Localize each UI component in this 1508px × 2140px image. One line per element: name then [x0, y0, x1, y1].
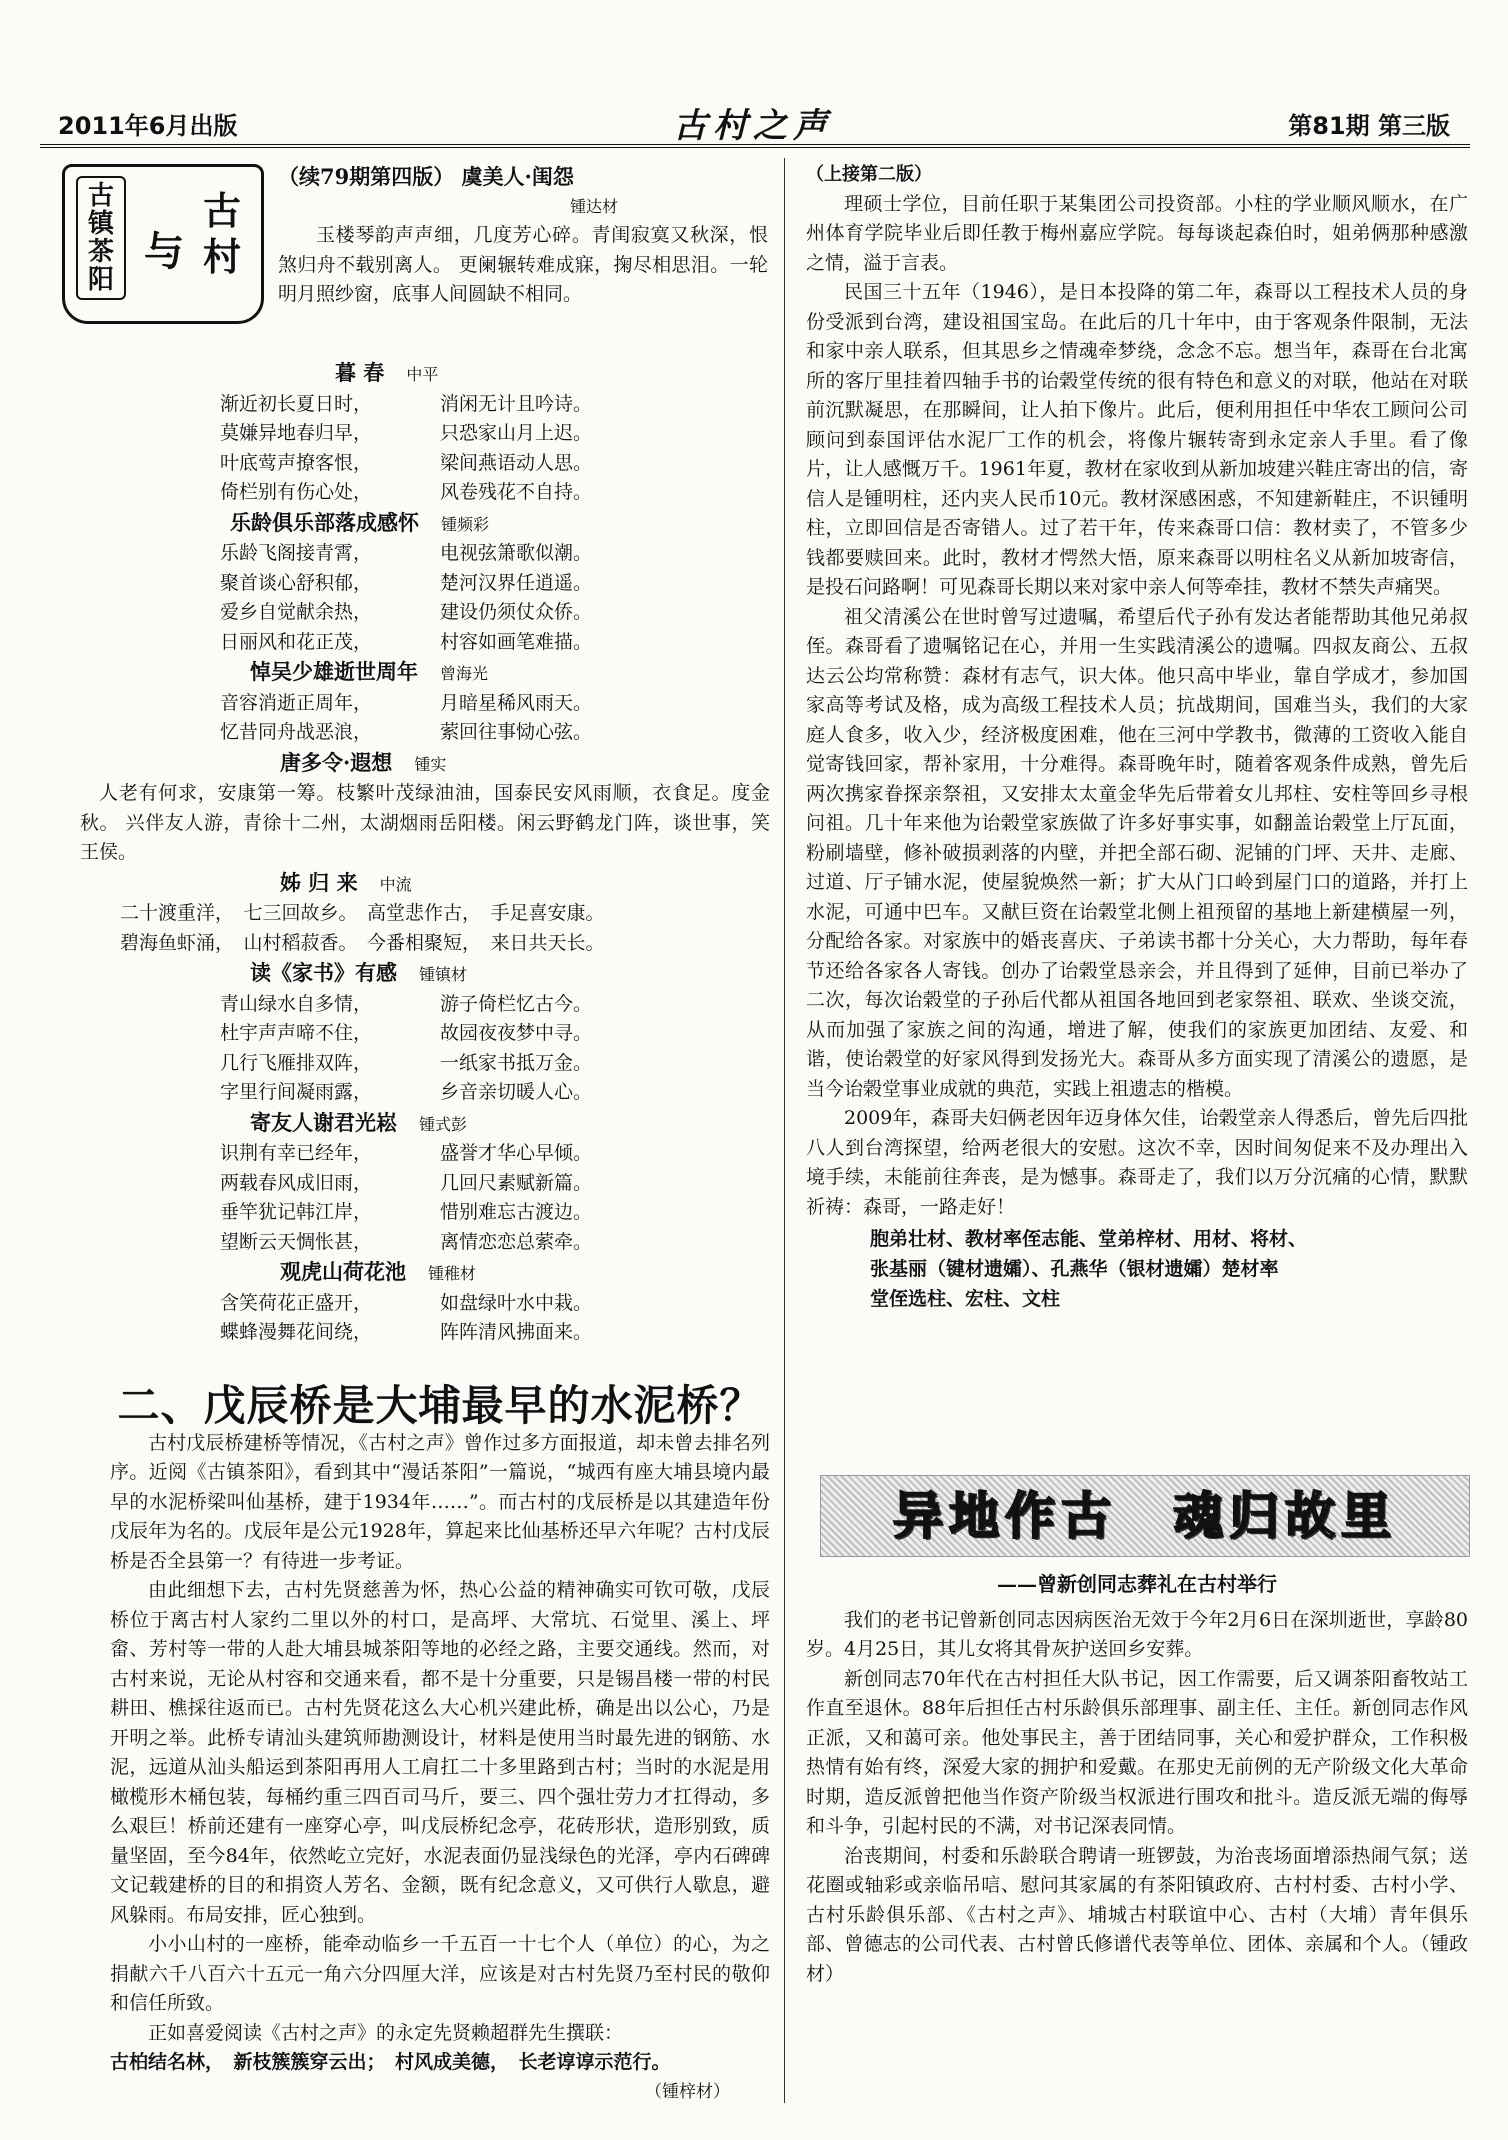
poem-half-line: 字里行间凝雨露，	[220, 1081, 373, 1103]
paragraph: 新创同志70年代在古村担任大队书记，因工作需要，后又调茶阳畜牧站工作直至退休。88年后担任古村乐龄俱乐部理事、副主任、主任。新创同志作风正派，又和蔼可亲。他处事民主，善于团结同事，关心和爱护群众，工作积极热情有始有终，深爱大家的拥护和爱戴。在那史无前例的无产阶级文化大革命时期，造反派曾把他当作资产阶级当权派进行围攻和批斗。造反派无端的侮辱和斗争，引起村民的不满，对书记深表同情。	[806, 1667, 1468, 1837]
poem-line	[220, 1228, 770, 1258]
poem-half-line: 建设仍须仗众侨。	[440, 601, 593, 623]
header-rule	[40, 144, 1470, 148]
poem6	[220, 990, 770, 1108]
poem5	[80, 899, 770, 958]
poem-half-line: 倚栏别有伤心处，	[220, 481, 373, 503]
poem-line	[220, 569, 770, 599]
poem-half-line: 望断云天惆怅甚，	[220, 1230, 373, 1253]
poem8-title: 观虎山荷花池 锺稚材	[280, 1259, 477, 1284]
poem8	[220, 1289, 770, 1348]
yumeiren-block	[278, 162, 768, 310]
poem-half-line: 乡音亲切暖人心。	[440, 1081, 593, 1103]
paragraph: 堂侄选柱、宏柱、文柱	[870, 1288, 1061, 1310]
poem-half-line: 风卷残花不自持。	[440, 481, 593, 503]
poem-half-line: 叶底莺声撩客恨，	[220, 451, 373, 474]
poem7	[220, 1139, 770, 1257]
poem-half-line: 识荆有幸已经年，	[220, 1142, 373, 1164]
bridge-article	[110, 1381, 770, 2107]
poem2	[220, 539, 770, 657]
poem4-title: 唐多令·遐想 锺实	[280, 749, 447, 775]
poem-line	[220, 1078, 770, 1108]
poem1	[220, 390, 770, 508]
poem5-title: 姊 归 来 中流	[280, 869, 412, 895]
poem-half-line: 杜宇声声啼不住，	[220, 1022, 373, 1044]
poem3-title: 悼吴少雄逝世周年 曾海光	[250, 659, 489, 684]
column-logo-book-icon	[62, 164, 264, 324]
poem-half-line: 离情恋恋总萦牵。	[440, 1230, 593, 1253]
poem-half-line: 莫嫌异地春归早，	[220, 422, 373, 444]
poem2-title: 乐龄俱乐部落成感怀 锺频彩	[230, 509, 490, 535]
poem-half-line: 青山绿水自多情，	[220, 992, 373, 1015]
poem-half-line: 爱乡自觉献余热，	[220, 601, 373, 623]
poem-line	[220, 539, 770, 569]
poem-half-line: 一纸家书抵万金。	[440, 1051, 593, 1074]
paragraph: 理硕士学位，目前任职于某集团公司投资部。小柱的学业顺风顺水，在广州体育学院毕业后即任教于梅州嘉应学院。每每谈起森伯时，姐弟俩那种感激之情，溢于言表。	[806, 192, 1468, 274]
poem-line	[220, 628, 770, 658]
paragraph: 碧海鱼虾涌， 山村稻菽香。 今番相聚短， 来日共天长。	[120, 931, 605, 954]
poem-line	[220, 449, 770, 479]
poem-half-line: 垂竿犹记韩江岸，	[220, 1201, 373, 1223]
couplet: 古柏结名林， 新枝簇簇穿云出； 村风成美德， 长老谆谆示范行。	[110, 2051, 671, 2073]
poem-line	[220, 1049, 770, 1079]
publish-date: 2011年6月出版	[58, 112, 238, 140]
paragraph: 张基丽（键材遗孀）、孔燕华（银材遗孀）楚材率	[870, 1258, 1279, 1280]
poem-line	[220, 390, 770, 420]
poem-half-line: 月暗星稀风雨天。	[440, 691, 593, 714]
paragraph: 治丧期间，村委和乐龄联合聘请一班锣鼓，为治丧场面增添热闹气氛；送花圈或轴彩或亲临吊唁、慰问其家属的有茶阳镇政府、古村村委、古村小学、古村乐龄俱乐部、《古村之声》、埔城古村联谊中心、古村（大埔）青年俱乐部、曾德志的公司代表、古村曾氏修谱代表等单位、团体、亲属和个人。（锺政材）	[806, 1844, 1468, 1985]
poem-line	[220, 478, 770, 508]
paragraph: 正如喜爱阅读《古村之声》的永定先贤赖超群先生撰联：	[148, 2021, 624, 2044]
poem-half-line: 消闲无计且吟诗。	[440, 392, 593, 415]
poem-half-line: 如盘绿叶水中栽。	[440, 1291, 593, 1314]
poem-half-line: 几回尺素赋新篇。	[440, 1171, 593, 1194]
yumeiren-title: （续79期第四版） 虞美人·闺怨	[278, 164, 574, 189]
poem-half-line: 蝶蜂漫舞花间绕，	[220, 1321, 373, 1343]
poem-half-line: 渐近初长夏日时，	[220, 392, 373, 415]
poem-line	[220, 1289, 770, 1319]
paragraph: 古村戊辰桥建桥等情况，《古村之声》曾作过多方面报道，却未曾去排名列序。近阅《古镇茶阳》，看到其中“漫话茶阳”一篇说，“城西有座大埔县境内最早的水泥桥梁叫仙基桥，建于1934年……”。而古村的戊辰桥是以其建造年份戊辰年为名的。戊辰年是公元1928年，算起来比仙基桥还早六年呢？古村戊辰桥是否全县第一？有待进一步考证。	[110, 1431, 770, 1572]
poem7-title: 寄友人谢君光崧 锺式彭	[250, 1109, 468, 1135]
poem-half-line: 楚河汉界任逍遥。	[440, 571, 593, 594]
funeral-article	[806, 1570, 1468, 1989]
bridge-article-author: （锺梓材）	[645, 2081, 730, 2102]
funeral-subtitle: ——曾新创同志葬礼在古村举行	[997, 1572, 1277, 1596]
paragraph: 小小山村的一座桥，能牵动临乡一千五百一十七个人（单位）的心，为之捐献六千八百六十五元一角六分四厘大洋，应该是对古村先贤乃至村民的敬仰和信任所致。	[110, 1933, 770, 2014]
poem-half-line: 聚首谈心舒积郁，	[220, 571, 373, 594]
poem-half-line: 故园夜夜梦中寻。	[440, 1022, 593, 1044]
poem-half-line: 只恐家山月上迟。	[440, 422, 593, 444]
poem-half-line: 惜别难忘古渡边。	[440, 1201, 593, 1223]
poem6-title: 读《家书》有感 锺镇材	[250, 960, 468, 985]
poem-line	[220, 598, 770, 628]
logo-right-text: 古村	[202, 188, 241, 279]
poem-half-line: 盛誉才华心早倾。	[440, 1142, 593, 1164]
yumeiren-author: 锺达材	[569, 196, 618, 216]
poem-line	[220, 1169, 770, 1199]
poem-half-line: 几行飞雁排双阵，	[220, 1051, 373, 1074]
poem-half-line: 忆昔同舟战恶浪，	[220, 721, 373, 743]
poem3	[220, 689, 770, 748]
poem-half-line: 梁间燕语动人思。	[440, 451, 593, 474]
paragraph: 胞弟壮材、教材率侄志能、堂弟梓材、用材、将材、	[870, 1228, 1308, 1250]
poem-half-line: 游子倚栏忆古今。	[440, 992, 593, 1015]
poem-half-line: 含笑荷花正盛开，	[220, 1291, 373, 1314]
page-header	[38, 100, 1470, 144]
poem-line	[220, 990, 770, 1020]
poem-line	[220, 1019, 770, 1049]
poem-half-line: 音容消逝正周年，	[220, 691, 373, 714]
poem-line	[220, 419, 770, 449]
poem-line	[220, 1139, 770, 1169]
yumeiren-text: 玉楼琴韵声声细，几度芳心碎。青闺寂寞又秋深，恨煞归舟不载别离人。 更阑辗转难成寐，掬尽相思泪。一轮明月照纱窗，底事人间圆缺不相同。	[278, 224, 768, 305]
poem-half-line: 村容如画笔难描。	[440, 630, 593, 653]
logo-left-text: 古镇茶阳	[76, 176, 126, 300]
poem-line	[220, 689, 770, 719]
poem-half-line: 电视弦箫歌似潮。	[440, 542, 593, 564]
bridge-article-body	[110, 1429, 770, 2049]
poem-half-line: 日丽风和花正茂，	[220, 630, 373, 653]
newspaper-title: 古村之声	[673, 106, 833, 146]
paragraph: 我们的老书记曾新创同志因病医治无效于今年2月6日在深圳逝世，享龄80岁。4月25日，其儿女将其骨灰护送回乡安葬。	[806, 1608, 1468, 1660]
poem-half-line: 两载春风成旧雨，	[220, 1171, 373, 1194]
funeral-article-body	[806, 1606, 1468, 1990]
poem-line	[220, 718, 770, 748]
poem-line	[220, 1318, 770, 1348]
poem1-title: 暮 春 中平	[335, 360, 439, 385]
column-divider	[784, 158, 785, 2103]
paragraph: 祖父清溪公在世时曾写过遗嘱，希望后代子孙有发达者能帮助其他兄弟叔侄。森哥看了遗嘱铭记在心，并用一生实践清溪公的遗嘱。四叔友商公、五叔达云公均常称赞：森材有志气，识大体。他只高中毕业，靠自学成才，参加国家高等考试及格，成为高级工程技术人员；抗战期间，国难当头，我们的大家庭人食多，收入少，经济极度困难，他在三河中学教书，微薄的工资收入能自觉寄钱回家，帮补家用，十分难得。森哥晚年时，随着客观条件成熟，曾先后两次携家眷探亲祭祖，又安排太太童金华先后带着女儿邦柱、安柱等回乡寻根问祖。几十年来他为诒榖堂家族做了许多好事实事，如翻盖诒榖堂上厅瓦面，粉刷墙壁，修补破损剥落的内壁，并把全部石砌、泥铺的门坪、天井、走廊、过道、厅子铺水泥，使屋貌焕然一新；扩大从门口岭到屋门口的道路，并打上水泥，可通中巴车。又献巨资在诒榖堂北侧上祖预留的基地上新建横屋一列，分配给各家。对家族中的婚丧喜庆、子弟读书都十分关心，大力帮助，每年春节还给各家各人寄钱。创办了诒榖堂恳亲会，并且得到了延伸，目前已举办了二次，每次诒榖堂的子孙后代都从祖国各地回到老家祭祖、联欢、坐谈交流，从而加强了家族之间的沟通，增进了解，使我们的家族更加团结、友爱、和谐，使诒榖堂的好家风得到发扬光大。森哥从多方面实现了清溪公的遗愿，是当今诒榖堂事业成就的典范，实践上祖遗志的楷模。	[806, 605, 1468, 1100]
paragraph: 二十渡重洋， 七三回故乡。 高堂悲作古， 手足喜安康。	[120, 902, 605, 924]
paragraph: 民国三十五年（1946），是日本投降的第二年，森哥以工程技术人员的身份受派到台湾，建设祖国宝岛。在此后的几十年中，由于客观条件限制，无法和家中亲人联系，但其思乡之情魂牵梦绕，念念不忘。想当年，森哥在台北寓所的客厅里挂着四轴手书的诒榖堂传统的很有特色和意义的对联，他站在对联前沉默凝思，在那瞬间，让人拍下像片。此后，便利用担任中华农工顾问公司顾问到泰国评估水泥厂工作的机会，将像片辗转寄到永定亲人手里。看了像片，让人感慨万千。1961年夏，教材在家收到从新加坡建兴鞋庄寄出的信，寄信人是锺明柱，还内夹人民币10元。教材深感困惑，不知建新鞋庄，不识锺明柱，立即回信是否寄错人。过了若干年，传来森哥口信：教材卖了，不管多少钱都要赎回来。此时，教材才愕然大悟，原来森哥以明柱名义从新加坡寄信，是投石问路啊！可见森哥长期以来对家中亲人何等牵挂，教材不禁失声痛哭。	[806, 281, 1468, 598]
poems-column	[80, 358, 770, 1348]
funeral-banner-title: 异地作古 魂归故里	[893, 1487, 1397, 1545]
poem4-text: 人老有何求，安康第一筹。枝繁叶茂绿油油，国泰民安风雨顺，衣食足。度金秋。 兴伴友人游，青徐十二州，太湖烟雨岳阳楼。闲云野鹤龙门阵，谈世事，笑王侯。	[80, 782, 770, 863]
poem-line	[220, 1198, 770, 1228]
paragraph: 由此细想下去，古村先贤慈善为怀，热心公益的精神确实可钦可敬，戊辰桥位于离古村人家约二里以外的村口，是高坪、大常坑、石觉里、溪上、坪畲、芳村等一带的人赴大埔县城茶阳等地的必经之路，主要交通线。然而，对古村来说，无论从村容和交通来看，都不是十分重要，只是锡昌楼一带的村民耕田、樵採往返而已。古村先贤花这么大心机兴建此桥，确是出以公心，乃是开明之举。此桥专请汕头建筑师勘测设计，材料是使用当时最先进的钢筋、水泥，远道从汕头船运到茶阳再用人工肩扛二十多里路到古村；当时的水泥是用橄榄形木桶包装，每桶约重三四百司马斤，要三、四个强壮劳力才扛得动，多么艰巨！桥前还建有一座穿心亭，叫戊辰桥纪念亭，花砖形状，造形别致，质量坚固，至今84年，依然屹立完好，水泥表面仍显浅绿色的光泽，亭内石碑碑文记载建桥的目的和捐资人芳名、金额，既有纪念意义，又可供行人歇息，避风躲雨。布局安排，匠心独到。	[110, 1579, 770, 1926]
continued-label: （上接第二版）	[806, 164, 932, 185]
paragraph: 2009年，森哥夫妇俩老因年迈身体欠佳，诒榖堂亲人得悉后，曾先后四批八人到台湾探望，给两老很大的安慰。这次不幸，因时间匆促来不及办理出入境手续，未能前往奔丧，是为憾事。森哥走了，我们以万分沉痛的心情，默默祈祷：森哥，一路走好！	[806, 1107, 1468, 1218]
bridge-article-title: 二、戊辰桥是大埔最早的水泥桥？	[117, 1381, 763, 1430]
continued-article-body	[806, 190, 1468, 1223]
poem-half-line: 萦回往事恸心弦。	[440, 721, 593, 743]
continued-article	[806, 160, 1468, 1314]
poem-half-line: 阵阵清风拂面来。	[440, 1321, 593, 1343]
poem-half-line: 乐龄飞阁接青霄，	[220, 542, 373, 564]
logo-mid-text: 与	[144, 228, 184, 275]
issue-number: 第81期 第三版	[1288, 112, 1450, 140]
mourners-list	[806, 1224, 1468, 1314]
funeral-banner	[820, 1475, 1470, 1557]
